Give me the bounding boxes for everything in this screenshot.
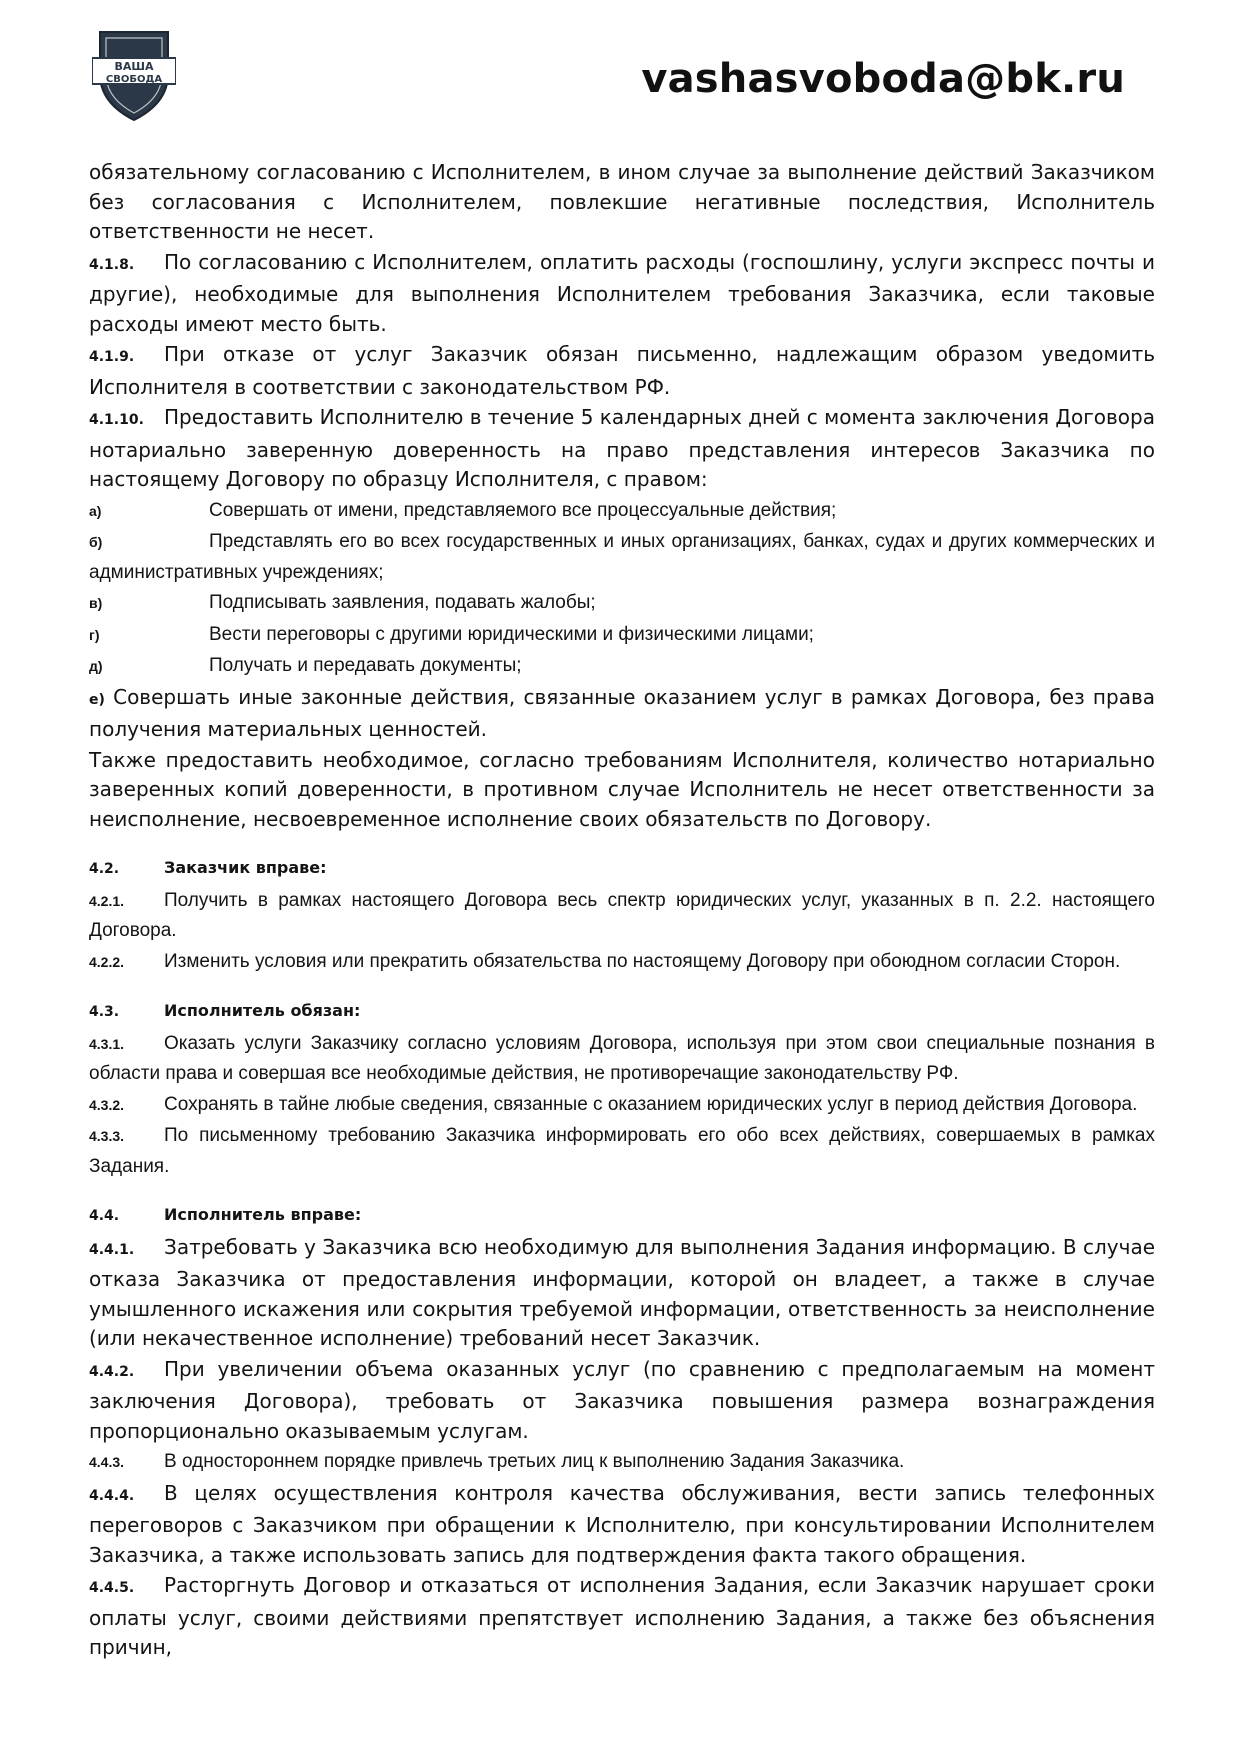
section-heading bbox=[89, 852, 1155, 885]
clause-text: Затребовать у Заказчика всю необходимую для выполнения Задания информацию. В случае отказа Заказчика от предоставления информации, которой он владеет, а также в случае умышленного искажения или сокрытия требуемой информации, ответственность за неисполнение (или некачественное исполнение) требований несет Заказчик. bbox=[89, 1234, 1155, 1350]
list-letter: е) bbox=[89, 691, 105, 708]
clause-4-3-3 bbox=[89, 1121, 1155, 1181]
logo-shield bbox=[92, 30, 176, 122]
contact-email: vashasvoboda@bk.ru bbox=[641, 56, 1125, 102]
list-text: Совершать иные законные действия, связанные оказанием услуг в рамках Договора, без права получения материальных ценностей. bbox=[89, 684, 1155, 741]
clause-text: Получить в рамках настоящего Договора весь спектр юридических услуг, указанных в п. 2.2. настоящего Договора. bbox=[89, 889, 1155, 941]
section-heading bbox=[89, 1199, 1155, 1232]
clause-number: 4.2.1. bbox=[89, 892, 125, 909]
clause-number: 4.1.9. bbox=[89, 349, 135, 365]
clause-4-4-2 bbox=[89, 1355, 1155, 1447]
section-heading bbox=[89, 995, 1155, 1028]
paragraph-continued: обязательному согласованию с Исполнителем, в ином случае за выполнение действий Заказчиком без согласования с Исполнителем, повлекшие негативные последствия, Исполнитель ответственности не несет. bbox=[89, 160, 1155, 243]
clause-4-1-10 bbox=[89, 403, 1155, 495]
clause-number: 4.4.2. bbox=[89, 1363, 135, 1380]
clause-4-2-2 bbox=[89, 947, 1155, 978]
paragraph-also: Также предоставить необходимое, согласно требованиям Исполнителя, количество нотариально заверенных копий доверенности, в противном случае Исполнитель не несет ответственности за неисполнение, несвоевременное исполнение своих обязательств по Договору. bbox=[89, 747, 1155, 831]
list-item-v bbox=[89, 588, 1155, 619]
list-item-b bbox=[89, 527, 1155, 587]
list-letter: б) bbox=[89, 534, 103, 550]
clause-text: По согласованию с Исполнителем, оплатить расходы (госпошлину, услуги экспресс почты и другие), необходимые для выполнения Исполнителем требования Заказчика, если таковые расходы имеют место быть. bbox=[89, 249, 1155, 336]
list-letter: в) bbox=[89, 595, 103, 611]
clause-4-4-1 bbox=[89, 1233, 1155, 1354]
section-4-2 bbox=[89, 852, 1155, 977]
clause-4-2-1 bbox=[89, 886, 1155, 946]
list-letter: д) bbox=[89, 658, 103, 674]
clause-4-4-4 bbox=[89, 1479, 1155, 1571]
section-title: Исполнитель обязан: bbox=[164, 1001, 361, 1020]
section-number: 4.4. bbox=[89, 1208, 120, 1224]
clause-4-3-2 bbox=[89, 1090, 1155, 1121]
clause-4-4-5 bbox=[89, 1571, 1155, 1663]
clause-text: При отказе от услуг Заказчик обязан письменно, надлежащим образом уведомить Исполнителя в соответствии с законодательством РФ. bbox=[89, 342, 1155, 399]
list-text: Представлять его во всех государственных и иных организациях, банках, судах и других коммерческих и административных учреждениях; bbox=[89, 531, 1155, 583]
section-4-4 bbox=[89, 1199, 1155, 1663]
clause-number: 4.4.1. bbox=[89, 1241, 135, 1258]
section-number: 4.3. bbox=[89, 1004, 120, 1020]
list-text: Вести переговоры с другими юридическими и физическими лицами; bbox=[209, 623, 814, 645]
clause-text: При увеличении объема оказанных услуг (по сравнению с предполагаемым на момент заключения Договора), требовать от Заказчика повышения размера вознаграждения пропорционально оказываемым услугам. bbox=[89, 1356, 1155, 1443]
clause-number: 4.1.10. bbox=[89, 412, 144, 428]
section-4-3 bbox=[89, 995, 1155, 1181]
clause-number: 4.1.8. bbox=[89, 256, 135, 273]
clause-number: 4.3.1. bbox=[89, 1035, 125, 1052]
clause-number: 4.2.2. bbox=[89, 953, 125, 970]
section-title: Исполнитель вправе: bbox=[164, 1205, 362, 1224]
clause-4-1-9 bbox=[89, 340, 1155, 402]
clause-text: В одностороннем порядке привлечь третьих лиц к выполнению Задания Заказчика. bbox=[164, 1451, 905, 1472]
clause-4-3-1 bbox=[89, 1029, 1155, 1089]
clause-4-4-3 bbox=[89, 1447, 1155, 1478]
list-text: Совершать от имени, представляемого все процессуальные действия; bbox=[209, 499, 837, 521]
document-body bbox=[89, 158, 1155, 1664]
section-number: 4.2. bbox=[89, 861, 120, 877]
list-text: Получать и передавать документы; bbox=[209, 655, 522, 676]
list-letter: г) bbox=[89, 626, 100, 643]
clause-number: 4.4.3. bbox=[89, 1454, 125, 1470]
list-item-e bbox=[89, 683, 1155, 745]
clause-text: Сохранять в тайне любые сведения, связанные с оказанием юридических услуг в период действия Договора. bbox=[164, 1093, 1138, 1115]
clause-text: В целях осуществления контроля качества обслуживания, вести запись телефонных переговоров с Заказчиком при обращении к Исполнителю, при консультировании Исполнителем Заказчика, а также использовать запись для подтверждения факта такого обращения. bbox=[89, 1480, 1155, 1567]
list-item-d bbox=[89, 651, 1155, 682]
clause-text: Изменить условия или прекратить обязательства по настоящему Договору при обоюдном согласии Сторон. bbox=[164, 950, 1121, 972]
logo-text-bottom: СВОБОДА bbox=[105, 74, 163, 85]
clause-text: Расторгнуть Договор и отказаться от исполнения Задания, если Заказчик нарушает сроки оплаты услуг, своими действиями препятствует исполнению Задания, а также без объяснения причин, bbox=[89, 1573, 1155, 1659]
list-text: Подписывать заявления, подавать жалобы; bbox=[209, 592, 596, 613]
clause-number: 4.3.2. bbox=[89, 1096, 125, 1113]
section-title: Заказчик вправе: bbox=[164, 858, 327, 877]
list-item-a bbox=[89, 496, 1155, 527]
clause-number: 4.3.3. bbox=[89, 1128, 125, 1144]
list-item-g bbox=[89, 620, 1155, 651]
list-letter: а) bbox=[89, 502, 102, 519]
clause-text: Предоставить Исполнителю в течение 5 календарных дней с момента заключения Договора нотариально заверенную доверенность на право представления интересов Заказчика по настоящему Договору по образцу Исполнителя, с правом: bbox=[89, 405, 1155, 491]
logo-text-top: ВАША bbox=[114, 60, 154, 73]
clause-text: Оказать услуги Заказчику согласно условиям Договора, используя при этом свои специальные познания в области права и совершая все необходимые действия, не противоречащие законодательству РФ. bbox=[89, 1032, 1155, 1084]
clause-text: По письменному требованию Заказчика информировать его обо всех действиях, совершаемых в рамках Задания. bbox=[89, 1125, 1155, 1177]
clause-number: 4.4.4. bbox=[89, 1487, 135, 1504]
clause-4-1-8 bbox=[89, 248, 1155, 340]
clause-number: 4.4.5. bbox=[89, 1580, 135, 1596]
